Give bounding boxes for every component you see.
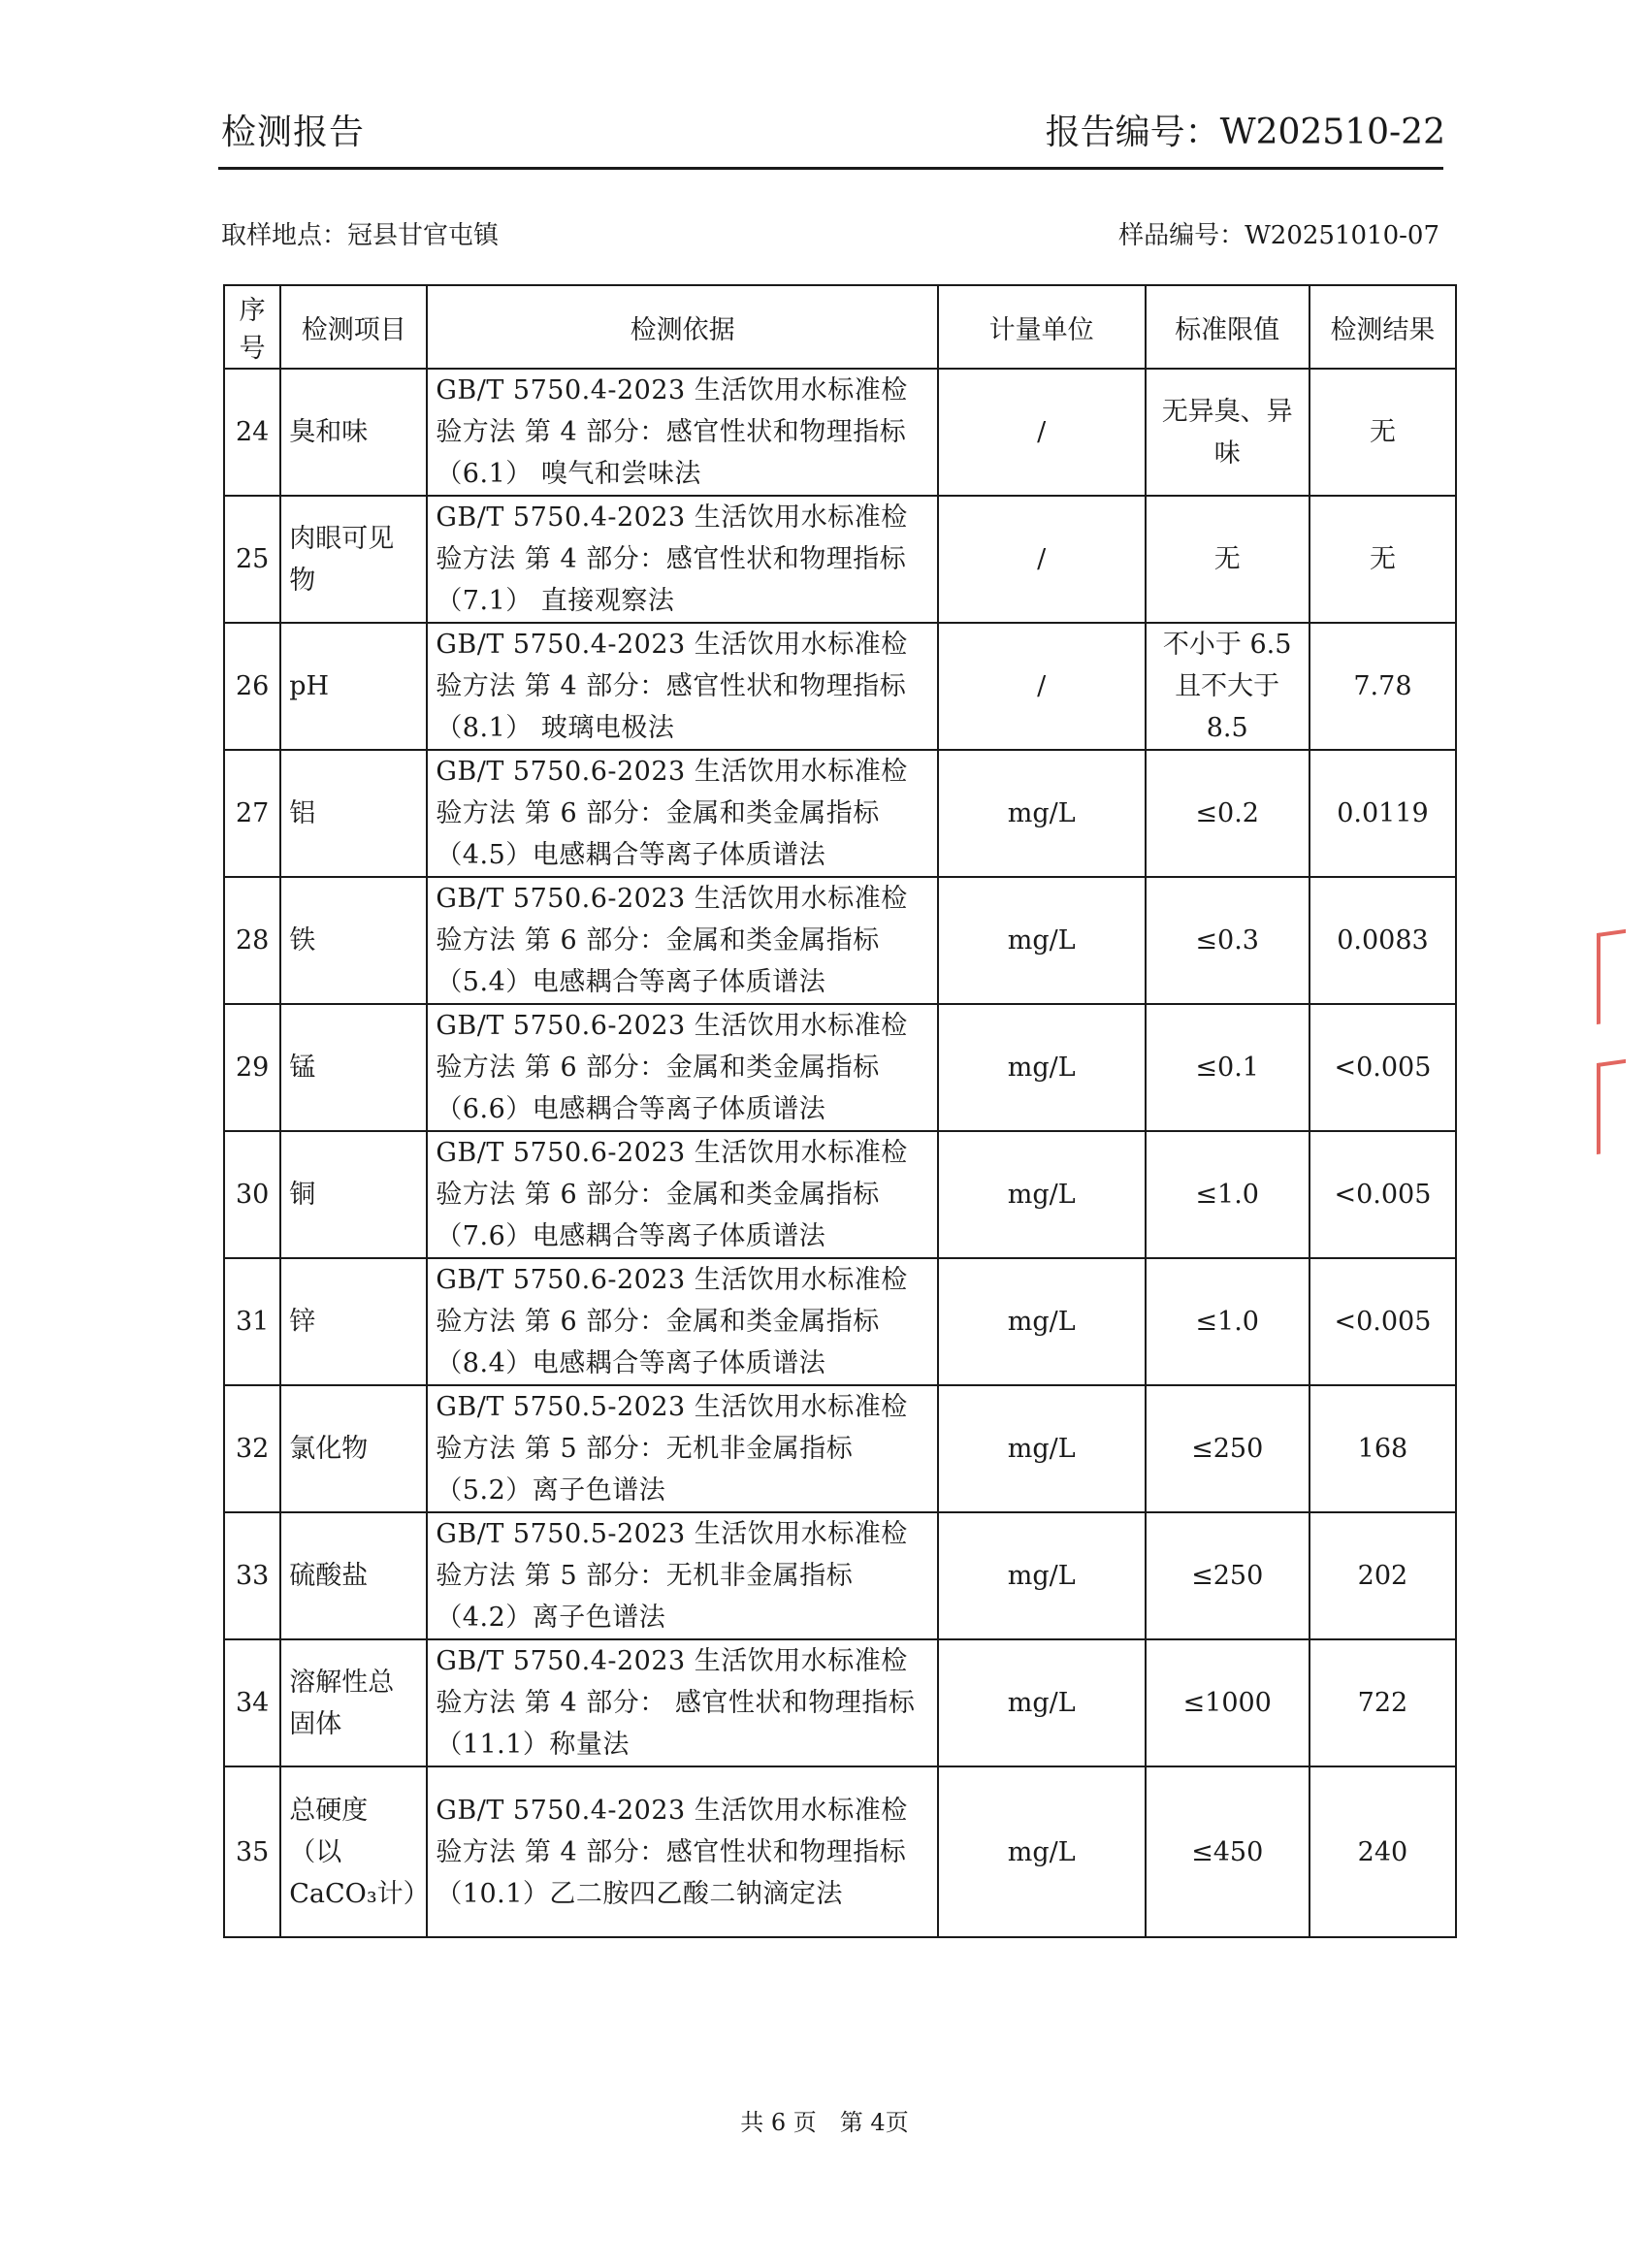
row-item: 硫酸盐: [280, 1512, 427, 1639]
row-no: 24: [224, 369, 280, 496]
header-limit: 标准限值: [1146, 285, 1310, 369]
row-basis: GB/T 5750.5-2023 生活饮用水标准检验方法 第 5 部分：无机非金属指标（4.2）离子色谱法: [427, 1512, 938, 1639]
row-result: <0.005: [1310, 1258, 1456, 1385]
row-basis: GB/T 5750.6-2023 生活饮用水标准检验方法 第 6 部分：金属和类金属指标（8.4）电感耦合等离子体质谱法: [427, 1258, 938, 1385]
row-limit: ≤0.3: [1146, 877, 1310, 1004]
row-item: 铜: [280, 1131, 427, 1258]
row-limit: ≤250: [1146, 1385, 1310, 1512]
results-table: [223, 284, 1457, 1938]
row-result: 0.0119: [1310, 750, 1456, 877]
sampling-location: 取样地点：冠县甘官屯镇: [221, 221, 500, 250]
table-row: [224, 1512, 1456, 1639]
table-row: [224, 1258, 1456, 1385]
header-result: 检测结果: [1310, 285, 1456, 369]
header-unit: 计量单位: [938, 285, 1146, 369]
row-limit: ≤1000: [1146, 1639, 1310, 1766]
row-result: 202: [1310, 1512, 1456, 1639]
row-result: 7.78: [1310, 623, 1456, 750]
row-no: 33: [224, 1512, 280, 1639]
row-result: <0.005: [1310, 1131, 1456, 1258]
row-limit: ≤450: [1146, 1766, 1310, 1937]
row-result: 168: [1310, 1385, 1456, 1512]
row-no: 32: [224, 1385, 280, 1512]
header-no: 序号: [224, 285, 280, 369]
row-no: 34: [224, 1639, 280, 1766]
table-header-row: [224, 285, 1456, 369]
row-no: 26: [224, 623, 280, 750]
report-title: 检测报告: [221, 113, 366, 152]
page-indicator: 共 6 页 第 4页: [740, 2109, 909, 2136]
row-limit: ≤0.1: [1146, 1004, 1310, 1131]
row-no: 25: [224, 496, 280, 623]
seal-stamp-fragment: [1597, 931, 1630, 1222]
row-no: 35: [224, 1766, 280, 1937]
row-basis: GB/T 5750.4-2023 生活饮用水标准检验方法 第 4 部分： 感官性状和物理指标（11.1）称量法: [427, 1639, 938, 1766]
row-basis: GB/T 5750.4-2023 生活饮用水标准检验方法 第 4 部分：感官性状和物理指标（6.1） 嗅气和尝味法: [427, 369, 938, 496]
table-row: [224, 1004, 1456, 1131]
row-no: 30: [224, 1131, 280, 1258]
row-result: <0.005: [1310, 1004, 1456, 1131]
row-limit: ≤0.2: [1146, 750, 1310, 877]
row-unit: mg/L: [938, 1512, 1146, 1639]
row-limit: 无: [1146, 496, 1310, 623]
row-no: 28: [224, 877, 280, 1004]
row-unit: /: [938, 623, 1146, 750]
row-no: 27: [224, 750, 280, 877]
row-unit: mg/L: [938, 1131, 1146, 1258]
table-row: [224, 877, 1456, 1004]
row-item: 臭和味: [280, 369, 427, 496]
row-no: 29: [224, 1004, 280, 1131]
row-item: 铁: [280, 877, 427, 1004]
row-no: 31: [224, 1258, 280, 1385]
row-basis: GB/T 5750.4-2023 生活饮用水标准检验方法 第 4 部分：感官性状和物理指标（7.1） 直接观察法: [427, 496, 938, 623]
row-limit: 不小于 6.5 且不大于 8.5: [1146, 623, 1310, 750]
row-limit: ≤1.0: [1146, 1131, 1310, 1258]
row-unit: mg/L: [938, 1385, 1146, 1512]
row-basis: GB/T 5750.6-2023 生活饮用水标准检验方法 第 6 部分：金属和类金属指标（7.6）电感耦合等离子体质谱法: [427, 1131, 938, 1258]
row-item: 铝: [280, 750, 427, 877]
row-limit: 无异臭、异味: [1146, 369, 1310, 496]
row-result: 240: [1310, 1766, 1456, 1937]
row-result: 无: [1310, 496, 1456, 623]
row-item: 肉眼可见物: [280, 496, 427, 623]
row-unit: mg/L: [938, 750, 1146, 877]
row-basis: GB/T 5750.4-2023 生活饮用水标准检验方法 第 4 部分：感官性状和物理指标 （10.1）乙二胺四乙酸二钠滴定法: [427, 1766, 938, 1937]
row-limit: ≤1.0: [1146, 1258, 1310, 1385]
row-unit: mg/L: [938, 1639, 1146, 1766]
row-result: 722: [1310, 1639, 1456, 1766]
row-basis: GB/T 5750.4-2023 生活饮用水标准检验方法 第 4 部分：感官性状和物理指标（8.1） 玻璃电极法: [427, 623, 938, 750]
row-result: 无: [1310, 369, 1456, 496]
row-item: 总硬度（以 CaCO₃计）: [280, 1766, 427, 1937]
table-row: [224, 623, 1456, 750]
sample-number: 样品编号：W20251010-07: [1118, 221, 1439, 250]
row-unit: /: [938, 369, 1146, 496]
row-unit: mg/L: [938, 1004, 1146, 1131]
row-basis: GB/T 5750.6-2023 生活饮用水标准检验方法 第 6 部分：金属和类金属指标（5.4）电感耦合等离子体质谱法: [427, 877, 938, 1004]
header-rule: [218, 167, 1443, 170]
row-item: 锌: [280, 1258, 427, 1385]
row-basis: GB/T 5750.6-2023 生活饮用水标准检验方法 第 6 部分：金属和类金属指标（6.6）电感耦合等离子体质谱法: [427, 1004, 938, 1131]
table-row: [224, 1385, 1456, 1512]
row-item: 溶解性总固体: [280, 1639, 427, 1766]
row-unit: mg/L: [938, 877, 1146, 1004]
header-item: 检测项目: [280, 285, 427, 369]
row-limit: ≤250: [1146, 1512, 1310, 1639]
table-row: [224, 1766, 1456, 1937]
report-number: 报告编号：W202510-22: [1045, 113, 1445, 152]
row-item: pH: [280, 623, 427, 750]
table-row: [224, 750, 1456, 877]
row-unit: /: [938, 496, 1146, 623]
table-row: [224, 369, 1456, 496]
header-basis: 检测依据: [427, 285, 938, 369]
row-unit: mg/L: [938, 1766, 1146, 1937]
table-row: [224, 496, 1456, 623]
table-row: [224, 1131, 1456, 1258]
row-basis: GB/T 5750.5-2023 生活饮用水标准检验方法 第 5 部分：无机非金属指标（5.2）离子色谱法: [427, 1385, 938, 1512]
table-row: [224, 1639, 1456, 1766]
row-result: 0.0083: [1310, 877, 1456, 1004]
row-item: 锰: [280, 1004, 427, 1131]
row-basis: GB/T 5750.6-2023 生活饮用水标准检验方法 第 6 部分：金属和类金属指标（4.5）电感耦合等离子体质谱法: [427, 750, 938, 877]
row-unit: mg/L: [938, 1258, 1146, 1385]
row-item: 氯化物: [280, 1385, 427, 1512]
